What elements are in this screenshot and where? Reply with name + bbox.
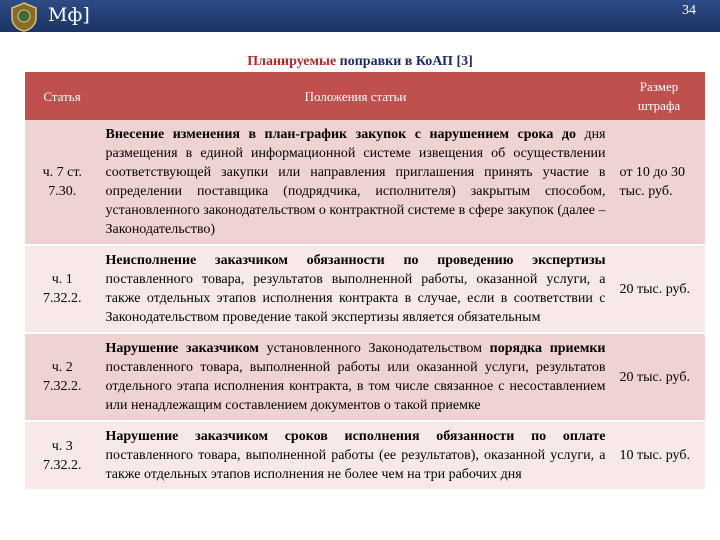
fine-cell: 10 тыс. руб. <box>612 421 705 490</box>
provision-text: поставленного товара, результатов выполненной работы, оказанной услуги, а также отдельных этапов исполнения контракта в случае, если в соответствии с Законодательством проведение такой экспертизы является обязательным <box>105 272 606 325</box>
article-cell: ч. 1 7.32.2. <box>25 245 100 333</box>
slide-title <box>0 54 720 70</box>
table-header-row <box>25 72 705 120</box>
amendments-table <box>25 72 705 491</box>
article-cell: ч. 3 7.32.2. <box>25 421 100 490</box>
table-row <box>25 421 705 490</box>
title-rest: поправки в КоАП [3] <box>336 54 473 69</box>
top-bar <box>0 0 720 32</box>
provision-bold: Неисполнение заказчиком обязанности по проведению экспертизы <box>105 253 606 268</box>
provision-cell <box>100 120 612 245</box>
emblem-icon <box>10 2 38 32</box>
col-header-fine: Размер штрафа <box>612 72 705 120</box>
fine-cell: 20 тыс. руб. <box>612 245 705 333</box>
provision-text: поставленного товара, выполненной работы (ее результатов), оказанной услуги, а также отдельных этапов исполнения не более чем на три рабочих дня <box>105 448 606 482</box>
page-number: 34 <box>682 3 696 18</box>
table-row <box>25 245 705 333</box>
provision-cell <box>100 245 612 333</box>
provision-text: дня размещения в единой информационной системе извещения об осуществлении соответствующей закупки или направления приглашения принять участие в определении поставщика (подрядчика, исполнителя) закрытым способом, установленного законодательством о контрактной системе в сфере закупок (далее – Законодательство) <box>105 127 606 237</box>
article-cell: ч. 2 7.32.2. <box>25 333 100 421</box>
provision-bold-b: порядка приемки <box>489 341 606 356</box>
provision-cell <box>100 333 612 421</box>
table-row <box>25 333 705 421</box>
provision-text: поставленного товара, выполненной работы или оказанной услуги, результатов отдельного этапа исполнения контракта, в том числе связанное с несоставлением или ненадлежащим составлением документов о такой приемке <box>105 360 606 413</box>
brand-text: Мф] <box>48 4 90 26</box>
table-row <box>25 120 705 245</box>
fine-cell: 20 тыс. руб. <box>612 333 705 421</box>
col-header-article: Статья <box>25 72 100 120</box>
col-header-provisions: Положения статьи <box>100 72 612 120</box>
title-highlight: Планируемые <box>247 54 337 69</box>
provision-bold: Внесение изменения в план-график закупок с нарушением срока до <box>105 127 576 142</box>
provision-bold: Нарушение заказчиком <box>105 341 259 356</box>
provision-bold: Нарушение заказчиком сроков исполнения обязанности по оплате <box>105 429 606 444</box>
provision-cell <box>100 421 612 490</box>
article-cell: ч. 7 ст. 7.30. <box>25 120 100 245</box>
fine-cell: от 10 до 30 тыс. руб. <box>612 120 705 245</box>
provision-text-a: установленного Законодательством <box>258 341 490 356</box>
